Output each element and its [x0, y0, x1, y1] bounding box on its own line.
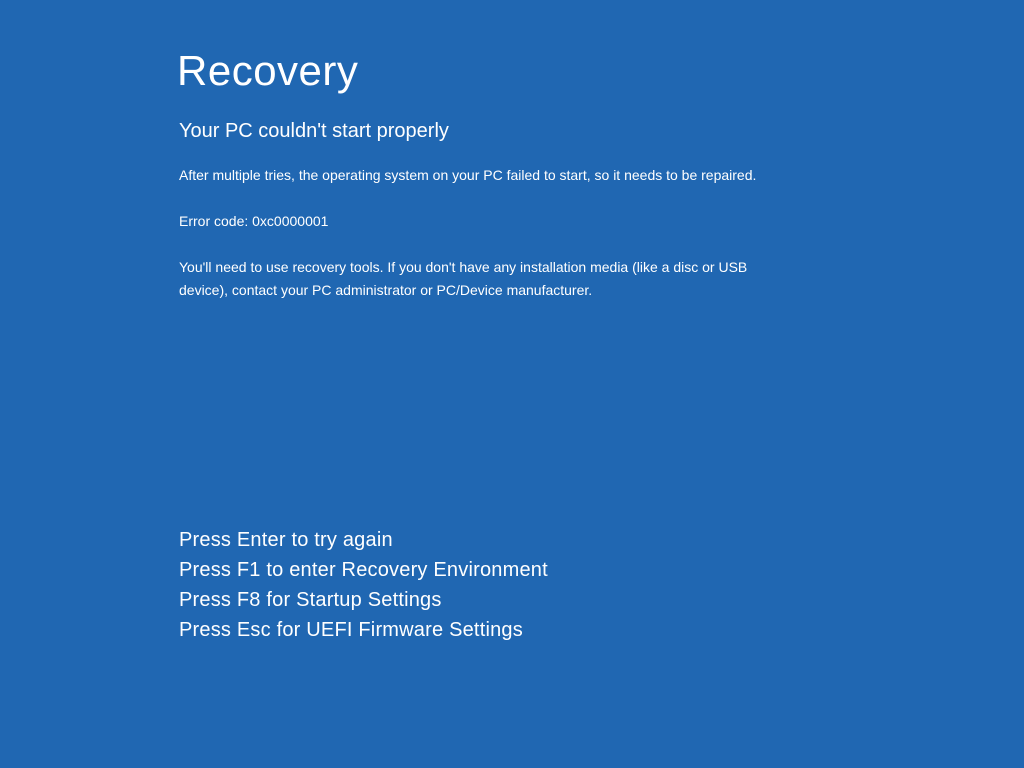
keyboard-options-list [179, 525, 548, 645]
option-press-f8: Press F8 for Startup Settings [179, 589, 442, 611]
option-press-f1: Press F1 to enter Recovery Environment [179, 559, 548, 581]
error-headline: Your PC couldn't start properly [179, 120, 449, 142]
error-description: After multiple tries, the operating system on your PC failed to start, so it needs to be repaired. [179, 167, 757, 183]
recovery-instructions: You'll need to use recovery tools. If you don't have any installation media (like a disc or USB device), contact your PC administrator or PC/Device manufacturer. [179, 259, 748, 298]
error-code: Error code: 0xc0000001 [179, 213, 329, 229]
page-title: Recovery [177, 47, 359, 94]
option-press-esc: Press Esc for UEFI Firmware Settings [179, 619, 523, 641]
option-press-enter: Press Enter to try again [179, 529, 393, 551]
